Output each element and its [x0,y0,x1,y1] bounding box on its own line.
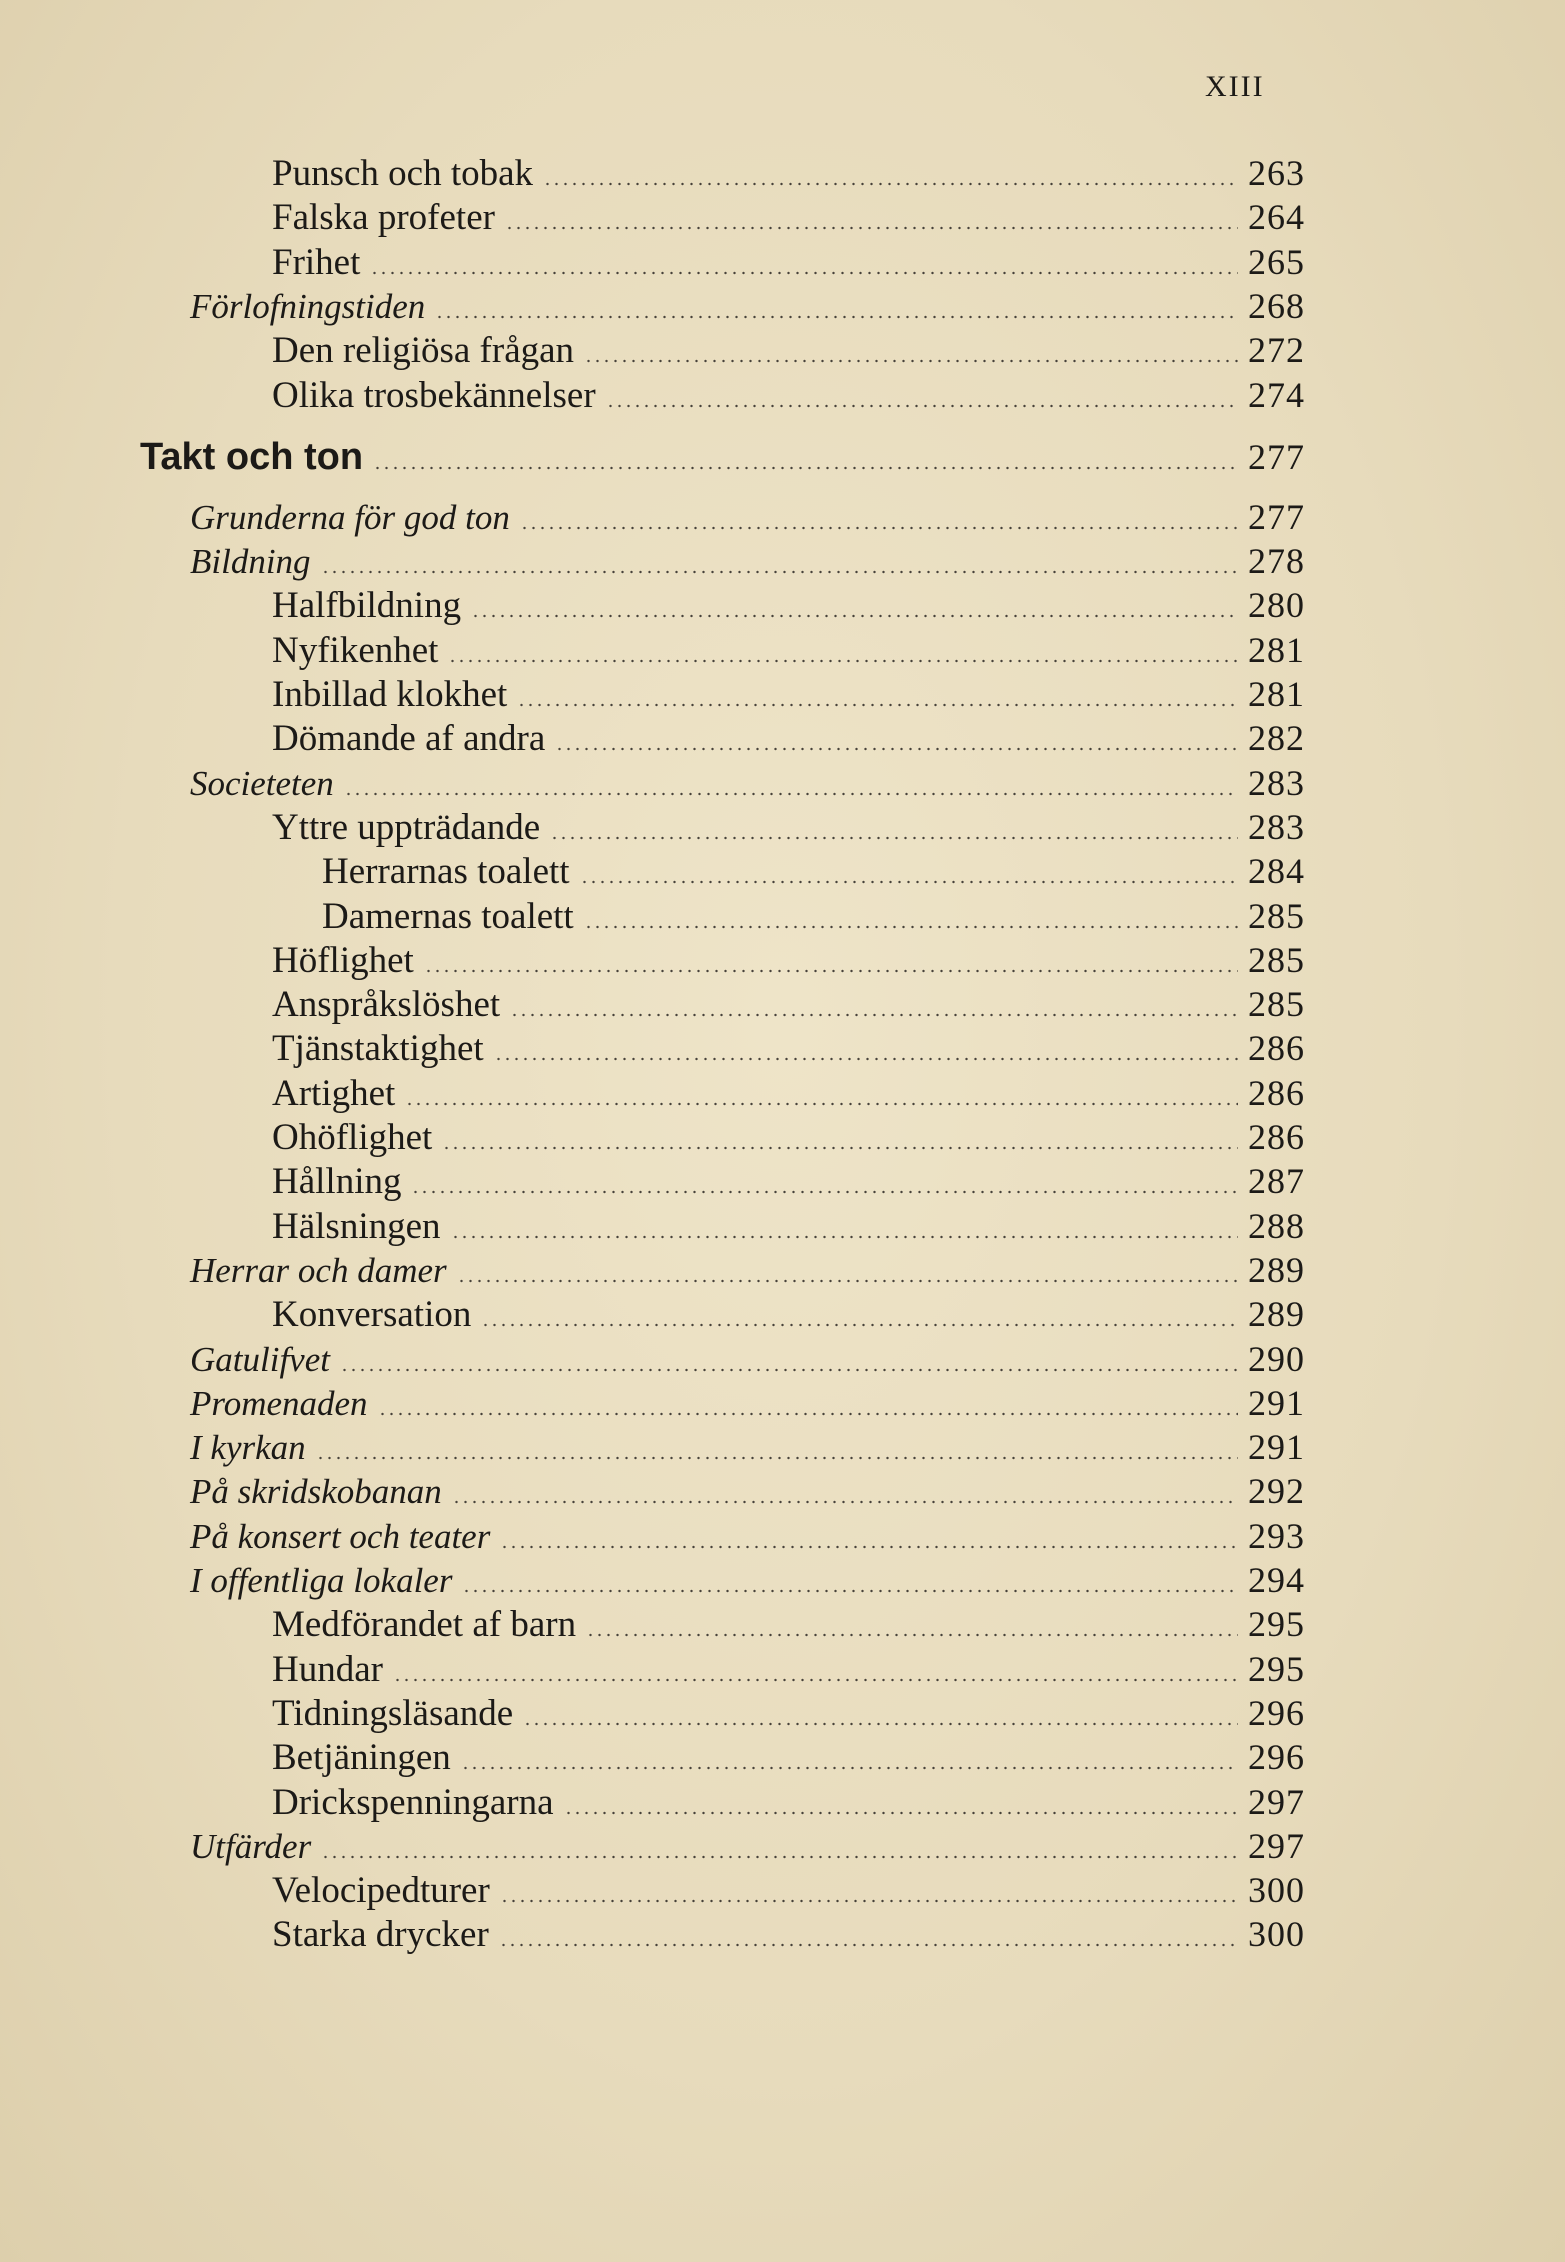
toc-entry-page: 297 [1248,1781,1305,1822]
dot-leader [452,1500,1238,1504]
toc-entry [272,196,1310,240]
toc-entry-page: 289 [1248,1249,1305,1290]
toc-entry-title: Bildning [190,542,311,582]
toc-entry-title: Gatulifvet [190,1339,330,1379]
toc-entry-title: Drickspenningarna [272,1781,554,1823]
toc-entry-page: 287 [1248,1161,1305,1202]
dot-leader [505,226,1238,230]
dot-leader [462,1589,1238,1593]
toc-entry-page: 293 [1248,1515,1305,1556]
toc-entry [140,436,1310,480]
toc-entry [190,1382,1310,1426]
toc-entry-page: 278 [1248,541,1305,582]
toc-entry-page: 296 [1248,1692,1305,1733]
toc-entry-page: 296 [1248,1737,1305,1778]
toc-entry [272,1205,1310,1249]
dot-leader [499,1943,1238,1947]
toc-entry [272,939,1310,983]
toc-entry-title: Societeten [190,763,334,803]
toc-entry [272,983,1310,1027]
toc-entry-title: Punsch och tobak [272,153,534,194]
dot-leader [543,182,1238,186]
toc-entry-title: Falska profeter [272,197,495,239]
toc-entry-page: 285 [1248,939,1305,980]
dot-leader [316,1456,1238,1460]
toc-entry-page: 277 [1248,496,1305,537]
toc-entry-title: Hälsningen [272,1205,441,1247]
dot-leader [510,1013,1238,1017]
toc-entry-page: 282 [1248,718,1305,759]
dot-leader [580,880,1238,884]
toc-entry [272,1648,1310,1692]
toc-entry [272,241,1310,285]
toc-entry-title: Ohöflighet [272,1117,433,1158]
dot-leader [500,1899,1238,1903]
toc-entry [190,1470,1310,1514]
dot-leader [584,925,1238,929]
toc-entry-page: 294 [1248,1560,1305,1600]
toc-entry-page: 281 [1248,629,1305,670]
toc-entry [272,1692,1310,1736]
toc-entry-title: Nyfikenhet [272,629,439,671]
toc-entry-page: 291 [1248,1382,1305,1423]
dot-leader [405,1102,1238,1106]
toc-entry [190,762,1310,806]
dot-leader [461,1766,1238,1770]
toc-entry-title: Anspråkslöshet [272,984,501,1026]
dot-leader [471,614,1238,618]
toc-entry-page: 283 [1248,762,1305,803]
dot-leader [424,969,1238,973]
toc-entry [272,1072,1310,1116]
toc-entry [272,152,1310,196]
dot-leader [370,271,1238,275]
toc-entry-page: 280 [1248,585,1305,626]
toc-entry [190,1426,1310,1470]
toc-entry [190,1559,1310,1603]
toc-entry [272,1781,1310,1825]
toc-entry-page: 286 [1248,1028,1305,1069]
toc-entry-page: 292 [1248,1471,1305,1512]
toc-entry [272,1736,1310,1780]
toc-entry-title: Grunderna för god ton [190,497,510,537]
dot-leader [494,1057,1238,1061]
toc-entry-title: Herrar och damer [190,1250,447,1290]
dot-leader [584,359,1238,363]
toc-entry-title: Utfärder [190,1826,312,1866]
toc-entry-title: I kyrkan [190,1428,306,1468]
toc-entry [190,285,1310,329]
page-number: XIII [1205,70,1265,103]
dot-leader [586,1633,1238,1637]
toc-entry-title: Hållning [272,1161,402,1203]
toc-entry-page: 272 [1248,330,1305,371]
toc-entry [272,1027,1310,1071]
toc-entry [272,1160,1310,1204]
toc-entry [272,1603,1310,1647]
toc-entry-page: 263 [1248,153,1305,193]
toc-entry-title: Tjänstaktighet [272,1028,484,1070]
toc-entry-page: 285 [1248,895,1305,936]
dot-leader [448,659,1238,663]
toc-entry-title: Inbillad klokhet [272,674,508,715]
toc-entry [272,584,1310,628]
toc-entry-title: Takt och ton [140,435,364,478]
toc-entry-page: 297 [1248,1825,1305,1866]
dot-leader [340,1368,1238,1372]
dot-leader [606,404,1238,408]
toc-entry-title: På skridskobanan [190,1472,442,1512]
toc-entry-page: 286 [1248,1117,1305,1157]
toc-entry-page: 291 [1248,1427,1305,1468]
toc-entry-page: 265 [1248,241,1305,282]
toc-entry-title: Herrarnas toalett [322,851,570,893]
toc-entry-page: 283 [1248,806,1305,847]
toc-entry-title: Förlofningstiden [190,286,426,326]
dot-leader [344,792,1238,796]
toc-entry-title: Medförandet af barn [272,1604,577,1646]
toc-entry [190,1825,1310,1869]
toc-entry-page: 274 [1248,374,1305,415]
toc-entry [322,850,1310,894]
toc-entry [190,1515,1310,1559]
toc-entry-page: 281 [1248,674,1305,714]
toc-entry [272,1869,1310,1913]
dot-leader [564,1811,1238,1815]
toc-entry-title: I offentliga lokaler [190,1561,453,1600]
toc-entry-page: 300 [1248,1914,1305,1955]
toc-entry-title: Hundar [272,1648,383,1690]
toc-entry-title: Olika trosbekännelser [272,374,596,416]
toc-entry-page: 264 [1248,197,1305,238]
toc-entry-title: Yttre uppträdande [272,806,541,848]
dot-leader [378,1412,1238,1416]
toc-entry-title: Frihet [272,241,361,283]
dot-leader [517,703,1238,707]
toc-entry-page: 285 [1248,984,1305,1025]
toc-entry [272,374,1310,418]
toc-entry-title: Tidningsläsande [272,1692,514,1734]
toc-entry [272,1116,1310,1160]
toc-entry-title: Betjäningen [272,1737,451,1779]
toc-entry [272,629,1310,673]
toc-entry-title: Promenaden [190,1383,368,1423]
toc-entry [190,540,1310,584]
dot-leader [435,315,1238,319]
toc-entry [272,1293,1310,1337]
dot-leader [523,1722,1238,1726]
toc-entry-title: Konversation [272,1294,472,1336]
toc-entry-page: 295 [1248,1604,1305,1645]
dot-leader [321,570,1238,574]
toc-entry-page: 277 [1248,436,1305,477]
toc-entry-title: Halfbildning [272,585,462,627]
toc-entry-page: 289 [1248,1294,1305,1335]
dot-leader [393,1678,1238,1682]
toc-entry [190,1249,1310,1293]
dot-leader [500,1545,1238,1549]
toc-entry-title: På konsert och teater [190,1516,491,1556]
toc-entry [190,1338,1310,1382]
dot-leader [555,747,1238,751]
dot-leader [411,1190,1238,1194]
toc-entry [190,496,1310,540]
dot-leader [520,526,1238,530]
toc-entry-page: 286 [1248,1072,1305,1113]
toc-entry-page: 300 [1248,1870,1305,1911]
toc-entry-title: Dömande af andra [272,718,546,760]
toc-entry-page: 290 [1248,1338,1305,1379]
toc-entry-title: Damernas toalett [322,895,574,937]
dot-leader [451,1235,1238,1239]
toc-entry-page: 295 [1248,1648,1305,1689]
toc-entry-page: 284 [1248,851,1305,892]
toc-entry [272,1913,1310,1957]
dot-leader [481,1323,1238,1327]
toc-entry [272,673,1310,717]
toc-entry [272,329,1310,373]
dot-leader [550,836,1238,840]
toc-entry [322,895,1310,939]
toc-entry [272,717,1310,761]
toc-entry-title: Artighet [272,1072,396,1114]
toc-entry-title: Velocipedturer [272,1870,490,1912]
toc-entry-title: Starka drycker [272,1914,489,1956]
dot-leader [442,1146,1238,1150]
toc-entry [272,806,1310,850]
toc-entry-page: 288 [1248,1205,1305,1246]
dot-leader [321,1855,1238,1859]
dot-leader [373,466,1238,470]
toc-entry-title: Den religiösa frågan [272,330,575,372]
toc-entry-page: 268 [1248,285,1305,326]
toc-entry-title: Höflighet [272,939,414,981]
dot-leader [457,1279,1238,1283]
